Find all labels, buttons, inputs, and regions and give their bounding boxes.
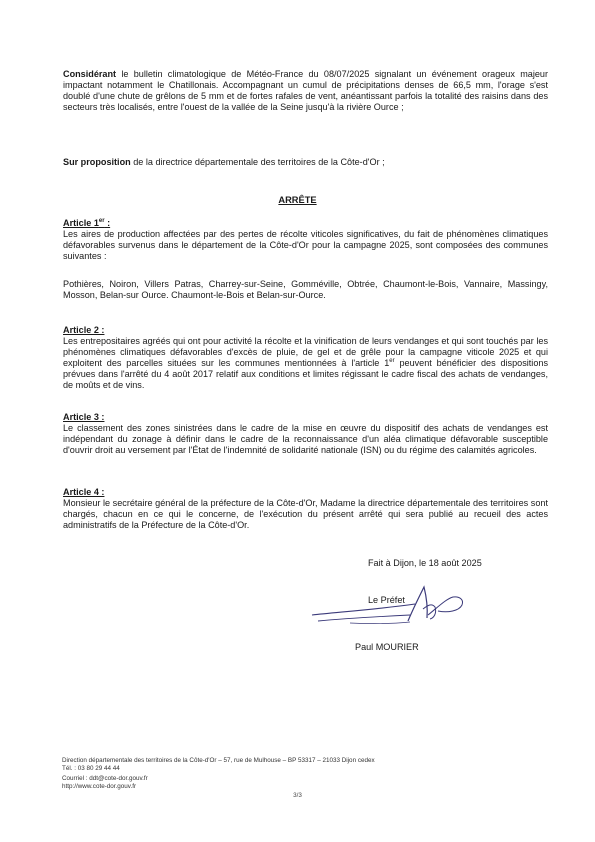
arrete-title: ARRÊTE xyxy=(278,195,317,205)
article1-title xyxy=(63,218,548,229)
considerant-lead: Considérant xyxy=(63,69,117,79)
handwritten-signature xyxy=(310,585,470,630)
proposition-lead: Sur proposition xyxy=(63,157,131,167)
article2-title: Article 2 : xyxy=(63,325,105,335)
page-number: 3/3 xyxy=(293,792,302,799)
proposition-paragraph xyxy=(63,157,548,168)
article1-title-text: Article 1 xyxy=(63,218,99,228)
place-date: Fait à Dijon, le 18 août 2025 xyxy=(368,558,482,568)
proposition-text: de la directrice départementale des territoires de la Côte-d'Or ; xyxy=(130,157,385,167)
article2-text-b: peuvent bénéficier des dispositions prévues dans l'arrêté du 4 août 2017 relatif aux conditions et limites régissant le cadre fiscal des achats de vendanges, de moûts et de vins. xyxy=(63,358,548,391)
article2-text xyxy=(63,336,548,391)
article3-title: Article 3 : xyxy=(63,412,105,422)
article3-text: Le classement des zones sinistrées dans le cadre de la mise en œuvre du dispositif des achats de vendanges est indépendant du zonage à définir dans le cadre de la reconnaissance d'un aléa climatique défavorable susceptible d'ouvrir droit au versement par l'État de l'indemnité de solidarité nationale (ISN) ou du régime des calamités agricoles. xyxy=(63,423,548,456)
footer-phone: Tél. : 03 80 29 44 44 xyxy=(62,765,120,772)
signatory-name: Paul MOURIER xyxy=(355,642,419,652)
article1-text: Les aires de production affectées par des pertes de récolte viticoles significatives, du fait de phénomènes climatiques défavorables survenus dans le département de la Côte-d'Or pour la campagne 2025, sont composées des communes suivantes : xyxy=(63,229,548,262)
article4-text: Monsieur le secrétaire général de la préfecture de la Côte-d'Or, Madame la directrice départementale des territoires sont chargés, chacun en ce qui le concerne, de l'exécution du présent arrêté qui sera publié au recueil des actes administratifs de la Préfecture de la Côte-d'Or. xyxy=(63,498,548,531)
article4-title: Article 4 : xyxy=(63,487,105,497)
article1-communes: Pothières, Noiron, Villers Patras, Charrey-sur-Seine, Gomméville, Obtrée, Chaumont-le-Bois, Vannaire, Massingy, Mosson, Belan-sur Ource. Chaumont-le-Bois et Belan-sur-Ource. xyxy=(63,279,548,301)
considerant-text: le bulletin climatologique de Météo-France du 08/07/2025 signalant un événement orageux majeur impactant notamment le Chatillonais. Accompagnant un cumul de précipitations denses de 66,5 mm, l'orage s'est doublé d'une chute de grêlons de 5 mm et de fortes rafales de vent, anéantissant parfois la totalité des raisins dans des secteurs très localisés, entre l'ouest de la vallée de la Seine jusqu'à la rivière Ource ; xyxy=(63,69,548,113)
article2-text-sup: er xyxy=(389,358,395,365)
article1-title-end: : xyxy=(104,218,111,228)
footer-email: Courriel : ddt@cote-dor.gouv.fr xyxy=(62,775,148,782)
footer-website: http://www.cote-dor.gouv.fr xyxy=(62,783,137,790)
article1-title-sup: er xyxy=(98,217,105,224)
considerant-paragraph xyxy=(63,69,548,113)
footer-address: Direction départementale des territoires de la Côte-d'Or – 57, rue de Mulhouse – BP 53317 – 21033 Dijon cedex xyxy=(62,757,375,764)
signatory-role: Le Préfet xyxy=(368,595,405,605)
article2-text-a: Les entrepositaires agréés qui ont pour activité la récolte et la vinification de leurs vendanges et qui sont touchés par les phénomènes climatiques défavorables d'excès de pluie, de gel et de grêle pour la campagne viticole 2025 et qui exploitent des parcelles situées sur les communes mentionnées à l'article 1 xyxy=(63,336,548,369)
